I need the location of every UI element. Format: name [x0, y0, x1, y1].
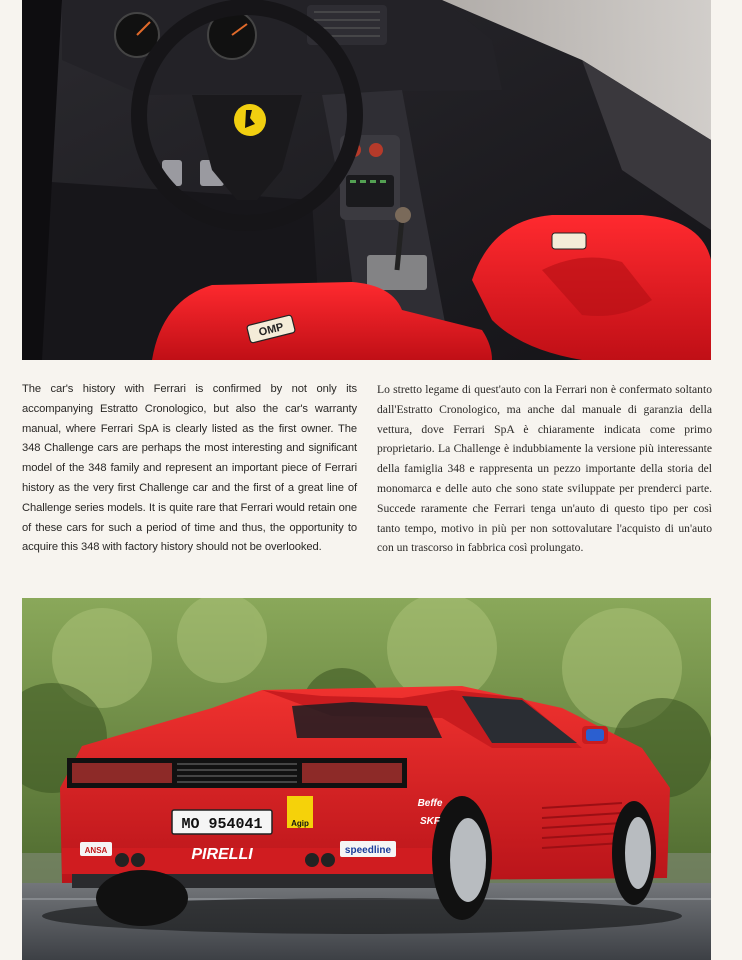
sponsor-bumper-text: speedline — [344, 845, 392, 856]
article-paragraph-english: The car's history with Ferrari is confirmed by not only its accompanying Estratto Cronologico, but also the car's warranty manual, where Ferrari SpA is clearly listed as the first owner. The 348 Challenge cars are perhaps the most interesting and significant model of the 348 family and represent an important piece of Ferrari history as the very first Challenge car and the first of a great line of Challenge series models. It is quite rare that Ferrari would retain one of these cars for such a period of time and thus, the opportunity to acquire this 348 with factory history should not be overlooked. — [22, 383, 357, 554]
seat-logo-text: OMP — [257, 321, 285, 339]
article-paragraph-italian: Lo stretto legame di quest'auto con la Ferrari non è confermato soltanto dall'Estratto Cronologico, ma anche dal manuale di garanzia della vettura, dove Ferrari SpA è chiaramente indicata come primo proprietario. La Challenge è indubbiamente la versione più interessante della famiglia 348 e rappresenta un pezzo importante della storia del monomarca e delle auto che sono state sviluppate per prenderci parte. Succede raramente che Ferrari tenga un'auto di questo tipo per così tanto tempo, motivo in più per non sottovalutare l'acquisto di un'auto con un trascorso in fabbrica così prolungato. — [377, 383, 712, 555]
agip-sticker-text: Agip — [291, 819, 309, 828]
sponsor-left-text: ANSA — [84, 846, 108, 855]
sponsor-side-2-text: SKF — [420, 816, 440, 827]
exterior-photo — [22, 598, 711, 960]
license-plate-text: MO 954041 — [181, 816, 263, 833]
interior-photo — [22, 0, 711, 360]
sponsor-rear-text: PIRELLI — [191, 846, 253, 863]
sponsor-side-1-text: Beffe — [417, 798, 443, 809]
